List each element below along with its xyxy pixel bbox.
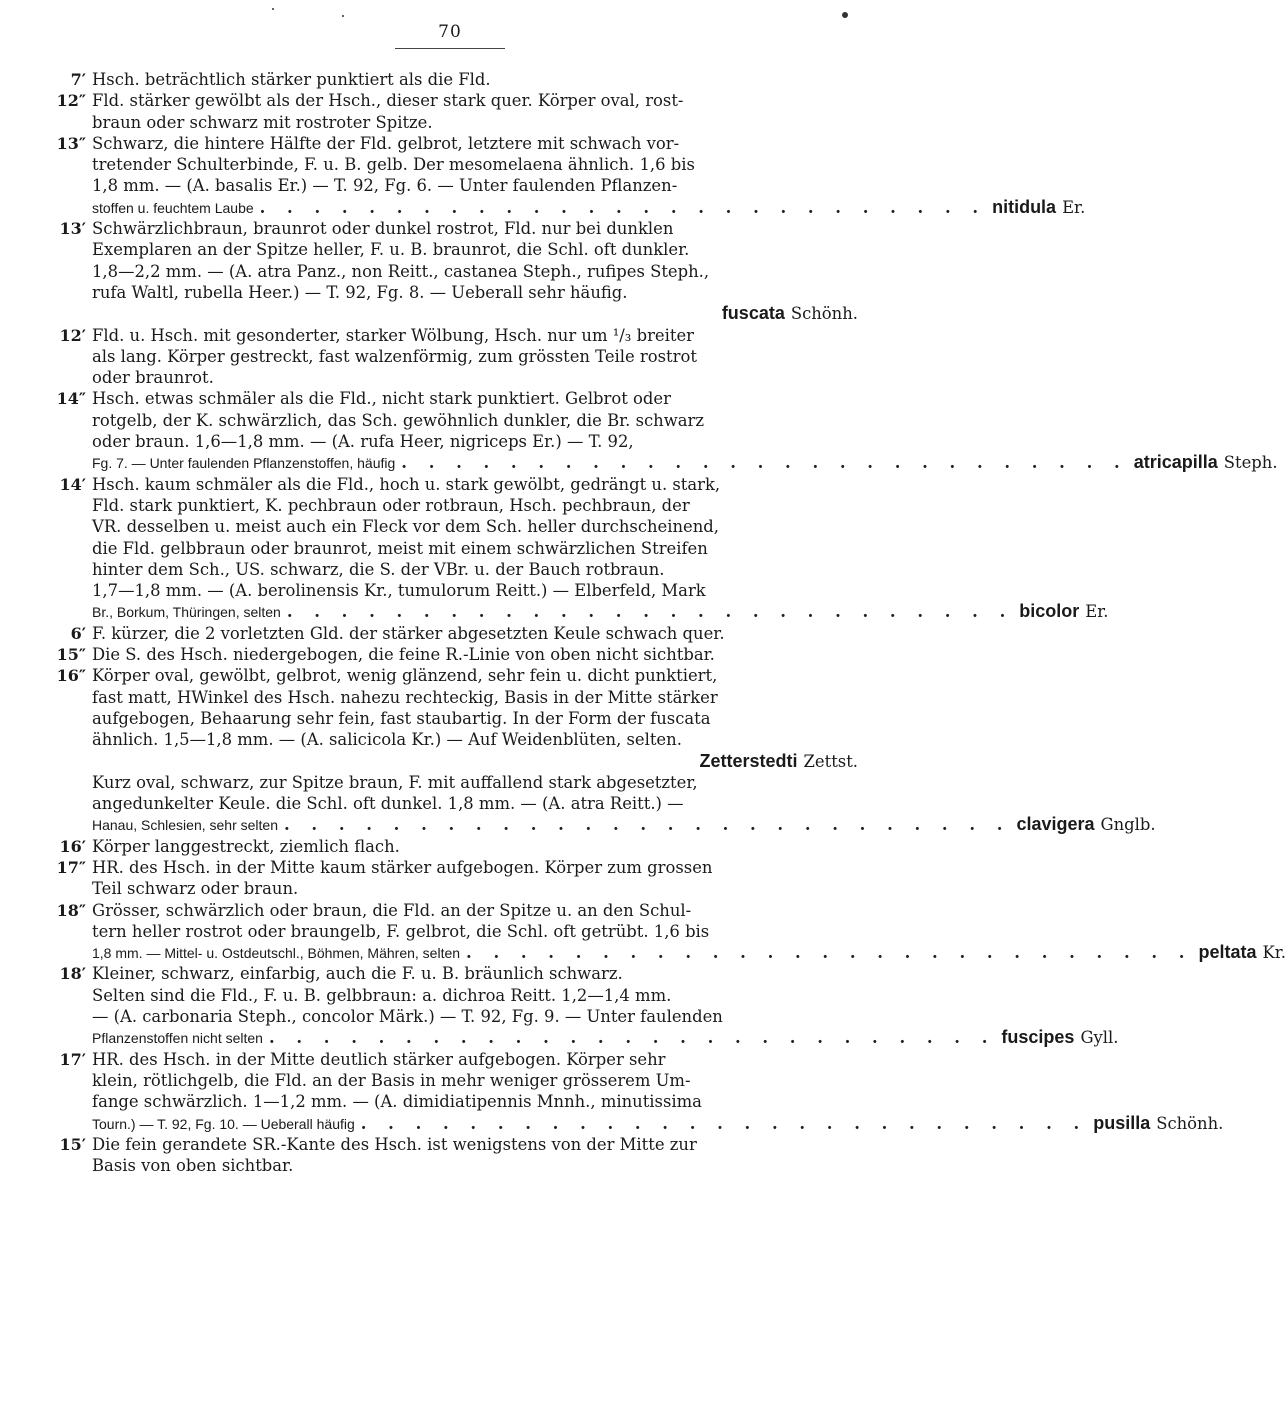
- text-line: [40, 708, 858, 729]
- text-line: [40, 516, 858, 537]
- couplet-number: 13″: [56, 133, 86, 153]
- line-text: — (A. carbonaria Steph., concolor Märk.) — T. 92, Fg. 9. — Unter faulenden: [92, 1007, 723, 1027]
- couplet-number: 17′: [59, 1049, 86, 1069]
- couplet-number: 14′: [59, 474, 86, 494]
- couplet-number: 13′: [59, 219, 86, 239]
- species-name: peltata: [1198, 942, 1257, 963]
- line-text: hinter dem Sch., US. schwarz, die S. der VBr. u. der Bauch rotbraun.: [92, 559, 665, 579]
- species-line: [40, 751, 858, 772]
- line-text: die Fld. gelbbraun oder braunrot, meist mit einem schwärzlichen Streifen: [92, 538, 708, 558]
- text-line: [40, 495, 858, 516]
- line-text: 1,7—1,8 mm. — (A. berolinensis Kr., tumulorum Reitt.) — Elberfeld, Mark: [92, 581, 706, 601]
- line-text: angedunkelter Keule. die Schl. oft dunkel. 1,8 mm. — (A. atra Reitt.) —: [92, 794, 684, 814]
- line-text: Die S. des Hsch. niedergebogen, die feine R.-Linie von oben nicht sichtbar.: [92, 645, 715, 665]
- line-text: Hsch. etwas schmäler als die Fld., nicht stark punktiert. Gelbrot oder: [92, 389, 671, 409]
- dot-leader: . . . . . . . . . . . . . . . . . . . . . . . . . . .: [286, 602, 1014, 622]
- line-text: 1,8 mm. — (A. basalis Er.) — T. 92, Fg. 6. — Unter faulenden Pflanzen-: [92, 176, 678, 196]
- text-line: [40, 239, 858, 260]
- line-text: Schwarz, die hintere Hälfte der Fld. gelbrot, letztere mit schwach vor-: [92, 133, 680, 153]
- line-text: Exemplaren an der Spitze heller, F. u. B. braunrot, die Schl. oft dunkler.: [92, 240, 690, 260]
- couplet-number: 18″: [56, 900, 86, 920]
- line-text: klein, rötlichgelb, die Fld. an der Basis in mehr weniger grösserem Um-: [92, 1070, 691, 1090]
- text-line: [40, 793, 858, 814]
- couplet-number: 16′: [59, 836, 86, 856]
- text-line: [40, 367, 858, 388]
- dot-leader: . . . . . . . . . . . . . . . . . . . . . . . . . . .: [360, 1113, 1088, 1133]
- line-text: rotgelb, der K. schwärzlich, das Sch. gewöhnlich dunkler, die Br. schwarz: [92, 410, 704, 430]
- text-line: [40, 665, 858, 686]
- header-rule: [395, 48, 505, 49]
- species-author: Gyll.: [1080, 1028, 1119, 1048]
- text-line: [40, 857, 858, 878]
- line-text: Fg. 7. — Unter faulenden Pflanzenstoffen, häufig: [92, 455, 396, 472]
- text-line: [40, 175, 858, 196]
- species-author: Steph.: [1223, 453, 1278, 473]
- line-text: oder braun. 1,6—1,8 mm. — (A. rufa Heer, nigriceps Er.) — T. 92,: [92, 432, 634, 452]
- text-line: [40, 772, 858, 793]
- species-line: [40, 942, 1286, 963]
- text-line: [40, 261, 858, 282]
- text-line: [40, 687, 858, 708]
- species-author: Er.: [1062, 197, 1086, 217]
- species-line: [40, 601, 1109, 622]
- line-text: Hsch. kaum schmäler als die Fld., hoch u. stark gewölbt, gedrängt u. stark,: [92, 474, 721, 494]
- couplet-number: 17″: [56, 857, 86, 877]
- ink-speck: [272, 8, 274, 10]
- line-text: F. kürzer, die 2 vorletzten Gld. der stärker abgesetzten Keule schwach quer.: [92, 623, 725, 643]
- species-name: fuscipes: [1001, 1027, 1075, 1048]
- line-text: braun oder schwarz mit rostroter Spitze.: [92, 112, 433, 132]
- line-text: HR. des Hsch. in der Mitte kaum stärker aufgebogen. Körper zum grossen: [92, 857, 713, 877]
- couplet-number: 6′: [70, 623, 86, 643]
- dot-leader: . . . . . . . . . . . . . . . . . . . . . . . . . . .: [401, 453, 1128, 473]
- line-text: fast matt, HWinkel des Hsch. nahezu rechteckig, Basis in der Mitte stärker: [92, 687, 718, 707]
- text-line: [40, 154, 858, 175]
- line-text: Kleiner, schwarz, einfarbig, auch die F. u. B. bräunlich schwarz.: [92, 964, 623, 984]
- line-text: Tourn.) — T. 92, Fg. 10. — Ueberall häufig: [92, 1115, 355, 1132]
- line-text: tern heller rostrot oder braungelb, F. gelbrot, die Schl. oft getrübt. 1,6 bis: [92, 921, 710, 941]
- dot-leader: . . . . . . . . . . . . . . . . . . . . . . . . . . .: [466, 943, 1193, 963]
- text-line: [40, 410, 858, 431]
- line-text: Hsch. beträchtlich stärker punktiert als die Fld.: [92, 70, 491, 89]
- species-name: pusilla: [1093, 1112, 1151, 1133]
- text-line: [40, 836, 858, 857]
- line-text: HR. des Hsch. in der Mitte deutlich stärker aufgebogen. Körper sehr: [92, 1049, 666, 1069]
- line-text: Fld. stark punktiert, K. pechbraun oder rotbraun, Hsch. pechbraun, der: [92, 495, 690, 515]
- line-text: rufa Waltl, rubella Heer.) — T. 92, Fg. 8. — Ueberall sehr häufig.: [92, 282, 628, 302]
- text-line: [40, 112, 858, 133]
- species-line: [40, 303, 858, 324]
- text-line: [40, 431, 858, 452]
- line-text: 1,8 mm. — Mittel- u. Ostdeutschl., Böhmen, Mähren, selten: [92, 945, 461, 962]
- ink-speck: [842, 12, 848, 18]
- text-line: [40, 1049, 858, 1070]
- couplet-number: 15′: [59, 1134, 86, 1154]
- text-line: [40, 580, 858, 601]
- text-line: [40, 90, 858, 111]
- couplet-number: 12′: [59, 325, 86, 345]
- text-line: [40, 559, 858, 580]
- species-name: fuscata: [721, 303, 785, 324]
- text-line: [40, 218, 858, 239]
- text-line: [40, 474, 858, 495]
- line-text: 1,8—2,2 mm. — (A. atra Panz., non Reitt., castanea Steph., rufipes Steph.,: [92, 261, 710, 281]
- text-line: [40, 900, 858, 921]
- line-text: Basis von oben sichtbar.: [92, 1156, 294, 1176]
- key-text: [40, 69, 1286, 1176]
- line-text: ähnlich. 1,5—1,8 mm. — (A. salicicola Kr.) — Auf Weidenblüten, selten.: [92, 730, 682, 750]
- species-author: Zettst.: [803, 751, 858, 771]
- couplet-number: 15″: [56, 645, 86, 665]
- line-text: Fld. stärker gewölbt als der Hsch., dieser stark quer. Körper oval, rost-: [92, 91, 684, 111]
- dot-leader: . . . . . . . . . . . . . . . . . . . . . . . . . . .: [268, 1028, 996, 1048]
- couplet-number: 16″: [56, 666, 86, 686]
- text-line: [40, 878, 858, 899]
- line-text: Schwärzlichbraun, braunrot oder dunkel rostrot, Fld. nur bei dunklen: [92, 219, 674, 239]
- line-text: Br., Borkum, Thüringen, selten: [92, 604, 281, 621]
- line-text: Körper oval, gewölbt, gelbrot, wenig glänzend, sehr fein u. dicht punktiert,: [92, 666, 718, 686]
- species-name: bicolor: [1019, 601, 1080, 622]
- species-author: Gnglb.: [1100, 815, 1156, 835]
- text-line: [40, 963, 858, 984]
- line-text: Fld. u. Hsch. mit gesonderter, starker Wölbung, Hsch. nur um ¹/₃ breiter: [92, 325, 694, 345]
- line-text: stoffen u. feuchtem Laube: [92, 199, 254, 216]
- text-line: [40, 1155, 858, 1176]
- couplet-number: 12″: [56, 91, 86, 111]
- text-line: [40, 1091, 858, 1112]
- line-text: Pflanzenstoffen nicht selten: [92, 1030, 263, 1047]
- line-text: fange schwärzlich. 1—1,2 mm. — (A. dimidiatipennis Mnnh., minutissima: [92, 1092, 702, 1112]
- line-text: Teil schwarz oder braun.: [92, 879, 299, 899]
- text-line: [40, 921, 858, 942]
- species-name: Zetterstedti: [699, 750, 798, 771]
- text-line: [40, 1134, 858, 1155]
- text-line: [40, 985, 858, 1006]
- page-number: 70: [438, 22, 462, 42]
- text-line: [40, 538, 858, 559]
- species-line: [40, 1027, 1119, 1048]
- text-line: [40, 388, 858, 409]
- text-line: [40, 346, 858, 367]
- line-text: Selten sind die Fld., F. u. B. gelbbraun: a. dichroa Reitt. 1,2—1,4 mm.: [92, 985, 672, 1005]
- dot-leader: . . . . . . . . . . . . . . . . . . . . . . . . . . .: [284, 815, 1011, 835]
- line-text: Kurz oval, schwarz, zur Spitze braun, F. mit auffallend stark abgesetzter,: [92, 772, 698, 792]
- species-author: Er.: [1085, 602, 1109, 622]
- line-text: oder braunrot.: [92, 368, 214, 388]
- text-line: [40, 1006, 858, 1027]
- text-line: [40, 729, 858, 750]
- species-line: [40, 814, 1156, 835]
- line-text: aufgebogen, Behaarung sehr fein, fast staubartig. In der Form der fuscata: [92, 708, 711, 728]
- species-name: nitidula: [992, 196, 1057, 217]
- species-line: [40, 1112, 1224, 1134]
- species-name: clavigera: [1016, 814, 1095, 835]
- line-text: tretender Schulterbinde, F. u. B. gelb. Der mesomelaena ähnlich. 1,6 bis: [92, 155, 695, 175]
- text-line: [40, 644, 858, 665]
- text-line: [40, 1070, 858, 1091]
- line-text: Grösser, schwärzlich oder braun, die Fld. an der Spitze u. an den Schul-: [92, 900, 692, 920]
- line-text: Hanau, Schlesien, sehr selten: [92, 817, 278, 834]
- ink-speck: [342, 15, 344, 17]
- couplet-number: 7′: [70, 70, 86, 89]
- text-line: [40, 69, 858, 90]
- text-line: [40, 623, 858, 644]
- species-author: Kr.: [1262, 943, 1286, 963]
- text-line: [40, 133, 858, 154]
- text-line: [40, 325, 858, 346]
- dot-leader: . . . . . . . . . . . . . . . . . . . . . . . . . . .: [259, 197, 987, 217]
- line-text: VR. desselben u. meist auch ein Fleck vor dem Sch. heller durchscheinend,: [92, 517, 720, 537]
- species-line: [40, 452, 1278, 473]
- line-text: Die fein gerandete SR.-Kante des Hsch. ist wenigstens von der Mitte zur: [92, 1134, 697, 1154]
- text-line: [40, 282, 858, 303]
- line-text: als lang. Körper gestreckt, fast walzenförmig, zum grössten Teile rostrot: [92, 346, 697, 366]
- couplet-number: 14″: [56, 389, 86, 409]
- species-line: [40, 196, 1086, 218]
- couplet-number: 18′: [59, 964, 86, 984]
- species-author: Schönh.: [1156, 1113, 1224, 1133]
- species-author: Schönh.: [790, 304, 858, 324]
- species-name: atricapilla: [1133, 452, 1218, 473]
- line-text: Körper langgestreckt, ziemlich flach.: [92, 836, 400, 856]
